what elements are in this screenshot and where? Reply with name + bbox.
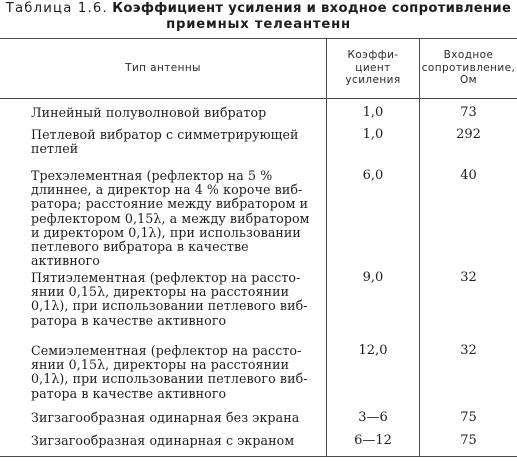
table-bottom-rule — [0, 456, 517, 457]
row-impedance: 292 — [456, 127, 481, 142]
table-number: Таблица 1.6. — [5, 1, 108, 16]
table-title: Коэффициент усиления и входное сопротивление — [112, 1, 512, 16]
header-bottom-rule — [0, 98, 517, 99]
row-name: Зигзагообразная одинарная без экрана — [31, 410, 300, 425]
row-impedance: 75 — [460, 433, 477, 448]
row-gain: 1,0 — [362, 127, 384, 142]
row-impedance: 32 — [460, 270, 477, 285]
column-header-type: Тип антенны — [125, 62, 201, 74]
column-header-gain: Коэффи- циент усиления — [345, 49, 401, 86]
row-gain: 6—12 — [354, 433, 392, 448]
column-divider-2 — [419, 38, 420, 457]
table-top-rule — [0, 38, 517, 39]
table-caption — [0, 1, 517, 32]
column-header-impedance: Входное сопротивление, Ом — [421, 49, 516, 86]
row-name: Семиэлементная (рефлектор на рассто- янии 0,15λ, директоры на расстоянии 0,1λ), при использовании петлевого виб- ратора в качестве активного — [31, 343, 308, 401]
table-title-line2: приемных телеантенн — [166, 17, 351, 32]
row-gain: 6,0 — [362, 168, 384, 183]
row-impedance: 75 — [460, 410, 477, 425]
row-name: Зигзагообразная одинарная с экраном — [31, 433, 295, 448]
column-divider-1 — [326, 38, 327, 457]
row-name: Петлевой вибратор с симметрирующей петлей — [31, 127, 299, 157]
row-name: Пятиэлементная (рефлектор на рассто- янии 0,15λ, директоры на расстоянии 0,1λ), при использовании петлевого виб- ратора в качестве активного — [31, 270, 308, 328]
row-gain: 3—6 — [358, 410, 388, 425]
row-impedance: 73 — [460, 105, 477, 120]
row-gain: 9,0 — [362, 270, 384, 285]
row-name: Трехэлементная (рефлектор на 5 % длиннее, а директор на 4 % короче виб- ратора; расстояние между вибратором и рефлектором 0,15λ, а между вибратором и директором 0,1λ), при использовании петлевого вибратора в качестве активного — [31, 168, 310, 269]
row-impedance: 32 — [460, 343, 477, 358]
row-impedance: 40 — [460, 168, 477, 183]
row-gain: 12,0 — [358, 343, 388, 358]
row-name: Линейный полуволновой вибратор — [31, 105, 267, 120]
row-gain: 1,0 — [362, 105, 384, 120]
